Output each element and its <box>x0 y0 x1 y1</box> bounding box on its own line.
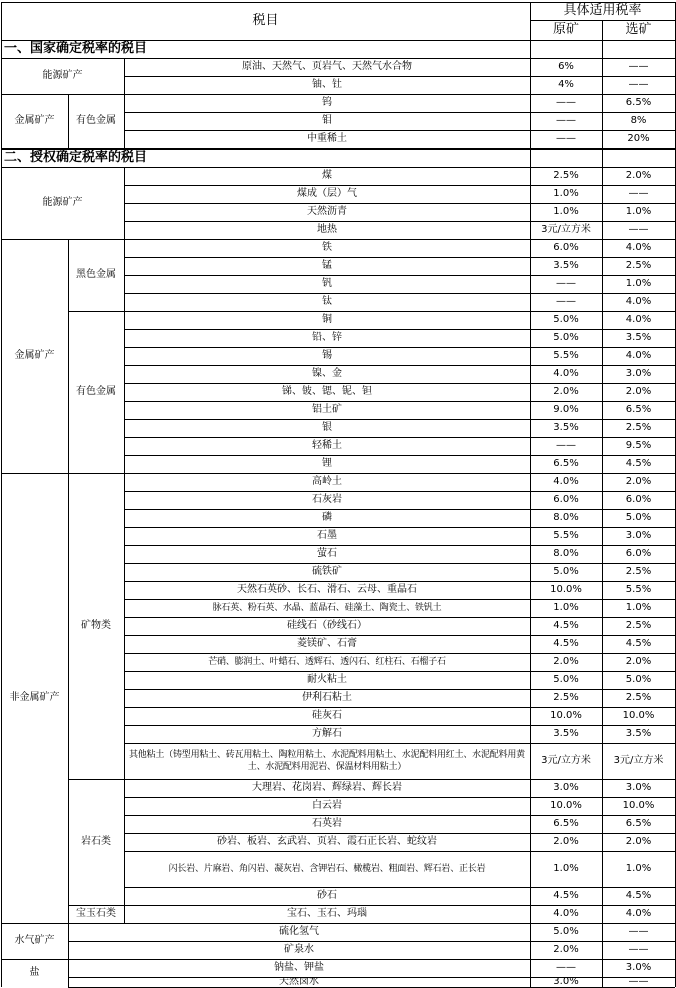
header-rate: 具体适用税率 <box>563 3 642 18</box>
row-item: 天然卤水 <box>279 977 319 987</box>
row-item: 宝石、玉石、玛瑙 <box>287 908 367 919</box>
row-raw-rate: 5.0% <box>553 566 579 577</box>
row-raw-rate: 2.5% <box>553 170 579 181</box>
header-processed: 选矿 <box>625 22 652 37</box>
row-processed-rate: 2.5% <box>625 620 652 631</box>
row-raw-rate: 6.5% <box>553 458 579 469</box>
row-item: 大理岩、花岗岩、辉绿岩、辉长岩 <box>252 782 402 793</box>
grid-line <box>1 473 124 474</box>
category-label: 能源矿产 <box>42 197 83 208</box>
row-item: 铝土矿 <box>312 404 342 415</box>
row-raw-rate: 1.0% <box>553 863 579 874</box>
row-processed-rate: 2.5% <box>625 692 652 703</box>
row-processed-rate: —— <box>628 61 649 72</box>
category-label: 有色金属 <box>76 115 116 126</box>
row-item: 钨 <box>322 97 332 108</box>
section-title: 二、授权确定税率的税目 <box>4 149 148 165</box>
row-processed-rate: 4.0% <box>625 314 652 325</box>
grid-line <box>68 779 124 780</box>
row-processed-rate: 2.5% <box>625 566 652 577</box>
row-raw-rate: 9.0% <box>553 404 579 415</box>
grid-line <box>1 148 124 149</box>
grid-line <box>1 94 124 95</box>
row-raw-rate: 3.0% <box>553 782 579 793</box>
row-processed-rate: 10.0% <box>622 710 655 721</box>
row-processed-rate: 6.0% <box>625 494 652 505</box>
row-processed-rate: 3.0% <box>625 530 652 541</box>
section-title: 一、国家确定税率的税目 <box>4 41 148 56</box>
row-raw-rate: 3.5% <box>553 728 579 739</box>
row-raw-rate: 3.5% <box>553 422 579 433</box>
row-item: 锑、铍、锶、铌、钽 <box>282 386 372 397</box>
row-item: 石灰岩 <box>312 494 342 505</box>
row-item: 地热 <box>317 224 337 235</box>
row-item: 钼 <box>322 115 332 126</box>
header-raw: 原矿 <box>552 22 579 37</box>
row-raw-rate: —— <box>556 278 576 289</box>
row-item: 钛 <box>322 296 332 307</box>
row-processed-rate: 2.0% <box>625 386 652 397</box>
row-item: 钒 <box>322 278 332 289</box>
row-raw-rate: 8.0% <box>553 512 579 523</box>
row-processed-rate: 4.0% <box>625 296 652 307</box>
category-label: 矿物类 <box>81 620 111 631</box>
row-processed-rate: 2.5% <box>625 422 652 433</box>
row-processed-rate: 1.0% <box>625 278 652 289</box>
row-item: 硅线石（砂线石） <box>287 620 367 631</box>
row-item: 锰 <box>322 260 332 271</box>
row-item: 铀、钍 <box>312 79 342 90</box>
row-processed-rate: —— <box>628 224 649 235</box>
row-raw-rate: 2.0% <box>553 944 579 955</box>
row-item: 菱镁矿、石膏 <box>297 638 357 649</box>
row-item: 其他粘土（铸型用粘土、砖瓦用粘土、陶粒用粘土、水泥配料用粘土、水泥配料用红土、水泥配料用黄土、水泥配料用泥岩、保温材料用粘土） <box>128 750 525 772</box>
row-processed-rate: 20% <box>627 133 650 144</box>
row-raw-rate: 4.0% <box>553 368 579 379</box>
header-item: 税目 <box>252 13 279 28</box>
row-raw-rate: 5.0% <box>553 332 579 343</box>
row-raw-rate: —— <box>556 296 576 307</box>
row-raw-rate: 6.0% <box>553 494 579 505</box>
row-raw-rate: 3.0% <box>553 977 579 987</box>
row-raw-rate: 10.0% <box>550 710 582 721</box>
row-raw-rate: —— <box>556 962 576 973</box>
row-processed-rate: —— <box>628 188 649 199</box>
row-item: 闪长岩、片麻岩、角闪岩、凝灰岩、含钾岩石、橄榄岩、粗面岩、辉石岩、正长岩 <box>168 864 486 874</box>
row-item: 镍、金 <box>312 368 342 379</box>
row-item: 轻稀土 <box>312 440 342 451</box>
row-processed-rate: 3元/立方米 <box>613 755 664 766</box>
row-item: 煤成（层）气 <box>297 188 357 199</box>
row-processed-rate: 4.5% <box>625 638 652 649</box>
grid-line <box>1 2 2 987</box>
row-item: 银 <box>322 422 332 433</box>
grid-line <box>124 58 125 148</box>
row-processed-rate: 4.0% <box>625 350 652 361</box>
grid-line <box>1 167 675 168</box>
row-processed-rate: 4.5% <box>625 890 652 901</box>
row-raw-rate: 3.5% <box>553 260 579 271</box>
row-processed-rate: 2.5% <box>625 260 652 271</box>
row-item: 矿泉水 <box>284 944 314 955</box>
grid-line <box>1 239 124 240</box>
row-processed-rate: 5.0% <box>625 674 652 685</box>
row-raw-rate: 4.0% <box>553 908 579 919</box>
row-processed-rate: 5.5% <box>625 584 652 595</box>
row-raw-rate: 5.5% <box>553 530 579 541</box>
row-item: 石墨 <box>317 530 337 541</box>
row-item: 铁 <box>322 242 332 253</box>
row-raw-rate: 1.0% <box>553 602 579 613</box>
category-label: 有色金属 <box>76 386 116 397</box>
row-processed-rate: 3.0% <box>625 368 652 379</box>
row-item: 砂石 <box>317 890 337 901</box>
row-item: 芒硝、膨润土、叶蜡石、透辉石、透闪石、红柱石、石榴子石 <box>208 657 446 667</box>
row-raw-rate: 4.5% <box>553 620 579 631</box>
category-label: 非金属矿产 <box>9 692 60 703</box>
row-raw-rate: 6.0% <box>553 242 579 253</box>
row-item: 耐火粘土 <box>307 674 347 685</box>
row-item: 硫化氢气 <box>279 926 319 937</box>
row-processed-rate: 2.0% <box>625 836 652 847</box>
grid-line <box>1 2 676 3</box>
row-raw-rate: 1.0% <box>553 188 579 199</box>
row-processed-rate: 4.0% <box>625 908 652 919</box>
category-label: 金属矿产 <box>14 115 55 126</box>
category-label: 宝玉石类 <box>76 908 116 919</box>
row-processed-rate: 4.5% <box>625 458 652 469</box>
grid-line <box>124 167 125 923</box>
row-raw-rate: 2.0% <box>553 836 579 847</box>
row-raw-rate: 8.0% <box>553 548 579 559</box>
grid-line <box>1 959 124 960</box>
row-processed-rate: 2.0% <box>625 170 652 181</box>
row-item: 硅灰石 <box>312 710 342 721</box>
row-item: 锡 <box>322 350 332 361</box>
row-raw-rate: 4.0% <box>553 476 579 487</box>
row-item: 萤石 <box>317 548 337 559</box>
row-processed-rate: 6.0% <box>625 548 652 559</box>
row-raw-rate: 10.0% <box>550 584 582 595</box>
grid-line <box>68 923 69 987</box>
row-raw-rate: 4.5% <box>553 638 579 649</box>
row-item: 高岭土 <box>312 476 342 487</box>
row-raw-rate: 1.0% <box>553 206 579 217</box>
row-item: 原油、天然气、页岩气、天然气水合物 <box>242 61 412 72</box>
category-label: 岩石类 <box>81 836 111 847</box>
row-raw-rate: 5.5% <box>553 350 579 361</box>
row-processed-rate: 3.0% <box>625 962 652 973</box>
grid-line <box>68 905 124 906</box>
row-raw-rate: 6% <box>558 61 574 72</box>
row-raw-rate: 5.0% <box>553 926 579 937</box>
row-processed-rate: 10.0% <box>622 800 655 811</box>
row-item: 天然石英砂、长石、滑石、云母、重晶石 <box>237 584 417 595</box>
row-processed-rate: 1.0% <box>625 863 652 874</box>
grid-line <box>1 923 124 924</box>
row-raw-rate: 2.0% <box>553 386 579 397</box>
row-item: 磷 <box>322 512 332 523</box>
row-processed-rate: —— <box>628 944 649 955</box>
category-label: 能源矿产 <box>42 70 83 81</box>
row-processed-rate: 8% <box>630 115 647 126</box>
row-raw-rate: 3元/立方米 <box>541 224 591 235</box>
row-processed-rate: 3.5% <box>625 728 652 739</box>
grid-line <box>1 40 675 41</box>
row-raw-rate: —— <box>556 133 576 144</box>
row-processed-rate: 9.5% <box>625 440 652 451</box>
row-raw-rate: 3元/立方米 <box>541 755 591 766</box>
row-raw-rate: 5.0% <box>553 314 579 325</box>
row-processed-rate: —— <box>628 79 649 90</box>
row-item: 钠盐、钾盐 <box>274 962 324 973</box>
row-item: 硫铁矿 <box>312 566 342 577</box>
category-label: 水气矿产 <box>14 935 55 946</box>
row-processed-rate: 4.0% <box>625 242 652 253</box>
row-raw-rate: 4% <box>558 79 574 90</box>
row-item: 铜 <box>322 314 332 325</box>
row-processed-rate: 3.0% <box>625 782 652 793</box>
row-item: 石英岩 <box>312 818 342 829</box>
row-item: 铅、锌 <box>312 332 342 343</box>
row-item: 煤 <box>322 170 332 181</box>
row-item: 中重稀土 <box>307 133 347 144</box>
row-processed-rate: 6.5% <box>625 404 652 415</box>
row-item: 脉石英、粉石英、水晶、蓝晶石、硅藻土、陶瓷土、铁钒土 <box>212 603 442 613</box>
row-item: 锂 <box>322 458 332 469</box>
row-processed-rate: 6.5% <box>625 97 652 108</box>
row-raw-rate: —— <box>556 115 576 126</box>
category-label: 金属矿产 <box>14 350 55 361</box>
row-raw-rate: —— <box>556 97 576 108</box>
row-item: 白云岩 <box>312 800 342 811</box>
row-raw-rate: 2.5% <box>553 692 579 703</box>
row-processed-rate: —— <box>628 977 649 987</box>
row-processed-rate: —— <box>628 926 649 937</box>
category-label: 黑色金属 <box>76 269 116 280</box>
row-raw-rate: —— <box>556 440 576 451</box>
row-raw-rate: 6.5% <box>553 818 579 829</box>
row-item: 方解石 <box>312 728 342 739</box>
grid-line <box>68 94 69 148</box>
row-item: 伊利石粘土 <box>302 692 352 703</box>
row-item: 天然沥青 <box>307 206 347 217</box>
row-raw-rate: 10.0% <box>550 800 582 811</box>
grid-line <box>530 2 531 987</box>
row-processed-rate: 1.0% <box>625 602 652 613</box>
category-label: 盐 <box>29 967 40 978</box>
row-item: 砂岩、板岩、玄武岩、页岩、霞石正长岩、蛇纹岩 <box>217 836 437 847</box>
row-raw-rate: 4.5% <box>553 890 579 901</box>
row-processed-rate: 5.0% <box>625 512 652 523</box>
row-processed-rate: 1.0% <box>625 206 652 217</box>
grid-line <box>68 311 124 312</box>
row-raw-rate: 2.0% <box>553 656 579 667</box>
row-processed-rate: 6.5% <box>625 818 652 829</box>
grid-line <box>602 20 603 987</box>
grid-line <box>68 239 69 923</box>
row-processed-rate: 2.0% <box>625 656 652 667</box>
row-raw-rate: 5.0% <box>553 674 579 685</box>
row-processed-rate: 3.5% <box>625 332 652 343</box>
grid-line <box>1 58 675 59</box>
row-processed-rate: 2.0% <box>625 476 652 487</box>
